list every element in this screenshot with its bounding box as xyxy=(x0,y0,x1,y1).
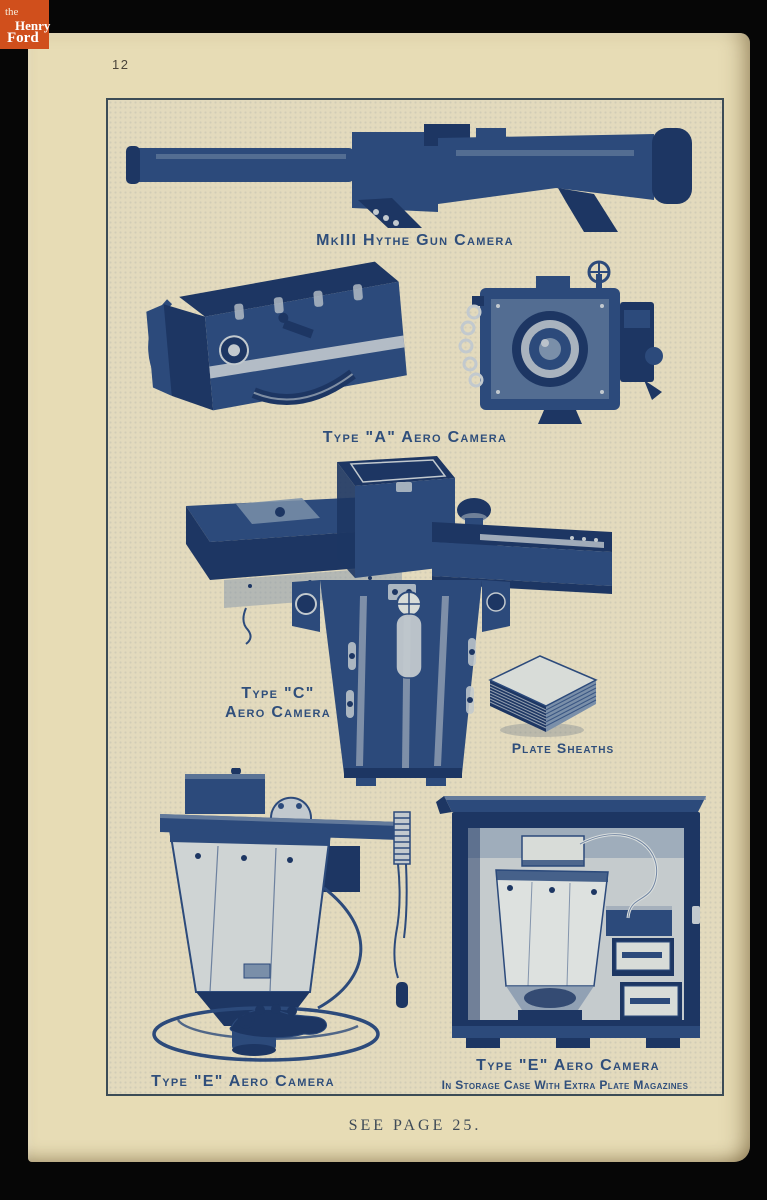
type-e-storage-caption-line1: Type "E" Aero Camera xyxy=(476,1057,660,1074)
type-e-storage-caption-line2: In Storage Case With Extra Plate Magazines xyxy=(441,1078,689,1092)
see-page-footer: SEE PAGE 25. xyxy=(348,1117,482,1134)
type-c-caption-line2: Aero Camera xyxy=(224,704,332,722)
type-a-aero-camera-front-photo xyxy=(448,260,678,426)
hythe-gun-camera-caption: MkIII Hythe Gun Camera xyxy=(316,232,514,249)
logo-ford: Ford xyxy=(7,30,39,46)
plate-sheaths-caption: Plate Sheaths xyxy=(511,740,615,756)
page-number: 12 xyxy=(112,57,130,72)
scanned-page xyxy=(28,33,750,1162)
type-e-aero-camera-photo xyxy=(148,768,418,1066)
type-a-aero-camera-side-illustration xyxy=(138,258,428,432)
plate-frame xyxy=(106,98,724,1096)
type-e-aero-camera-illustration xyxy=(148,768,418,1066)
type-c-aero-camera-caption xyxy=(198,684,358,722)
type-a-aero-camera-side-photo xyxy=(138,258,428,432)
hythe-gun-camera-illustration xyxy=(126,116,704,232)
type-e-storage-case-illustration xyxy=(430,786,718,1052)
logo-the: the xyxy=(5,6,19,18)
type-e-aero-camera-caption: Type "E" Aero Camera xyxy=(151,1073,335,1090)
plate-sheaths-photo xyxy=(478,648,606,740)
type-e-storage-case-photo xyxy=(430,786,718,1052)
type-c-caption-line1: Type "C" xyxy=(241,685,315,702)
henry-ford-logo xyxy=(0,0,49,49)
logo-henry: Henry xyxy=(15,18,51,33)
type-a-aero-camera-front-illustration xyxy=(448,260,678,426)
plate-sheaths-illustration xyxy=(478,648,606,740)
hythe-gun-camera-photo xyxy=(126,116,704,232)
type-a-aero-camera-caption: Type "A" Aero Camera xyxy=(322,429,508,446)
